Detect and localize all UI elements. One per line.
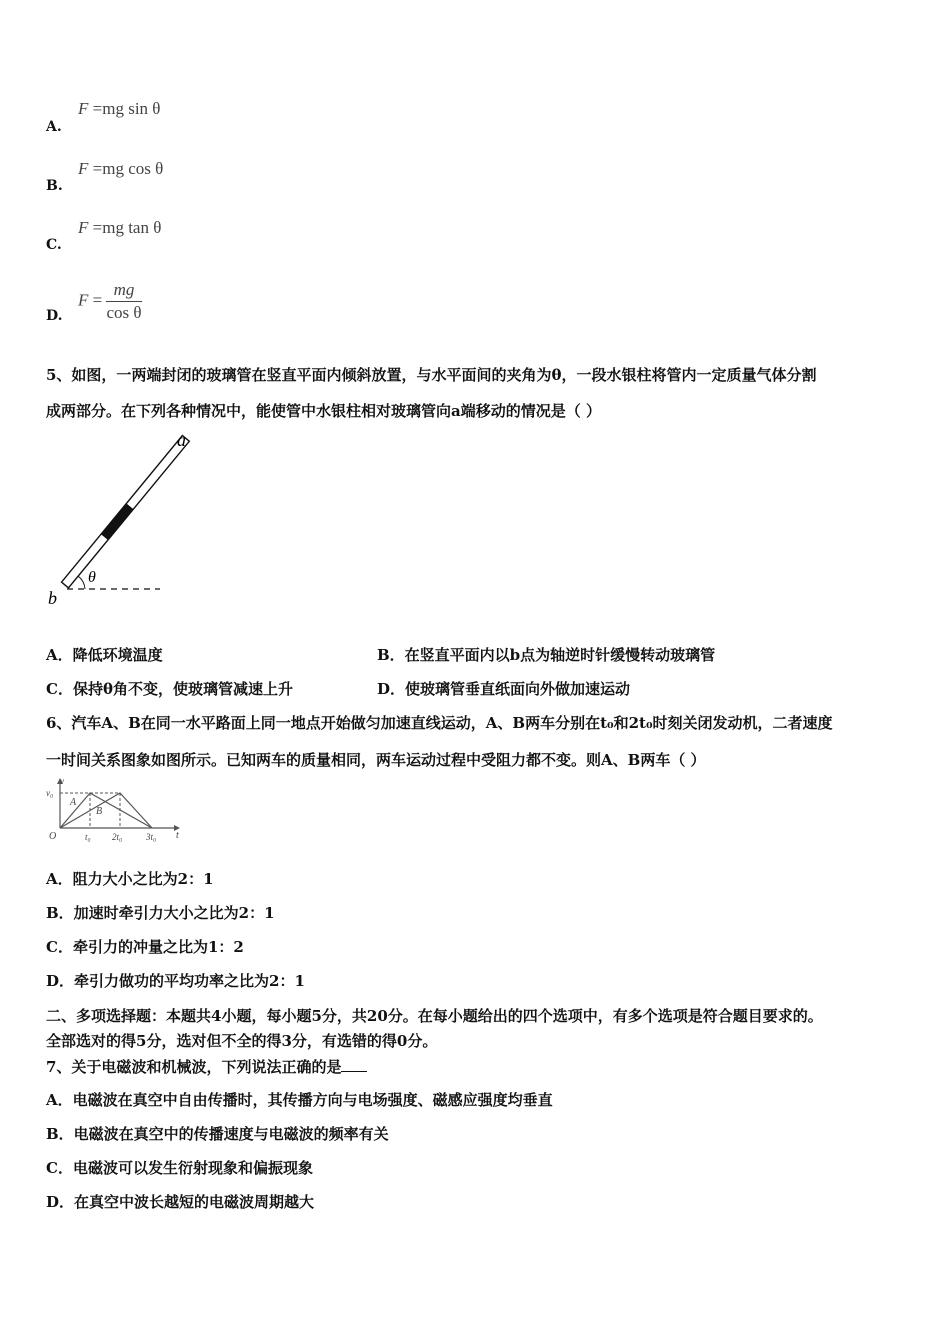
option-label: C. [46,237,62,253]
q7-option-d: D．在真空中波长越短的电磁波周期越大 [46,1193,315,1211]
origin-label: O [49,831,57,842]
x-axis-label: t [176,830,179,841]
answer-blank [341,1057,367,1072]
q7-option-b: B．电磁波在真空中的传播速度与电磁波的频率有关 [46,1125,389,1143]
q5-option-c: C．保持θ角不变，使玻璃管减速上升 [46,680,293,698]
q4-option-a [46,116,62,135]
v0-tick-label: v₀ [46,788,54,798]
q4-option-d [46,305,63,324]
angle-arc [78,576,85,589]
q5-tube-figure [40,430,210,610]
q7-option-a: A．电磁波在真空中自由传播时，其传播方向与电场强度、磁感应强度均垂直 [46,1091,553,1109]
q7-stem: 7、关于电磁波和机械波，下列说法正确的是 [46,1056,367,1077]
q4-option-b [46,175,63,194]
q5-option-a: A．降低环境温度 [46,646,163,664]
q6-vt-graph [44,776,184,844]
q6-option-a: A．阻力大小之比为2：1 [46,870,214,888]
q5-option-d: D．使玻璃管垂直纸面向外做加速运动 [377,680,631,698]
2t0-tick-label: 2t₀ [112,832,123,842]
q5-option-b: B．在竖直平面内以b点为轴逆时针缓慢转动玻璃管 [377,646,716,664]
q6-stem-line1: 6、汽车A、B在同一水平路面上同一地点开始做匀加速直线运动，A、B两车分别在t₀和2t₀时刻关闭发动机，二者速度 [46,714,833,732]
3t0-tick-label: 3t₀ [146,832,157,842]
series-a-label: A [70,797,77,808]
theta-label: θ [88,569,96,586]
q5-stem-line1: 5、如图，一两端封闭的玻璃管在竖直平面内倾斜放置，与水平面间的夹角为θ，一段水银柱将管内一定质量气体分割 [46,366,817,384]
q4-formula-d: F = $\frac{mg}{\text{cos θ}}$ [78,280,142,322]
q7-option-c: C．电磁波可以发生衍射现象和偏振现象 [46,1159,313,1177]
option-label: D. [46,308,63,324]
q6-option-d: D．牵引力做功的平均功率之比为2：1 [46,972,305,990]
mercury-column [101,503,133,540]
q6-stem-line2: 一时间关系图象如图所示。已知两车的质量相同，两车运动过程中受阻力都不变。则A、B两车（ ） [46,751,706,769]
end-b-label: b [48,588,57,608]
option-label: B. [46,178,63,194]
fraction: $\frac{mg}{\text{cos θ}}$ [106,280,142,322]
q6-option-c: C．牵引力的冲量之比为1：2 [46,938,244,956]
q4-formula-a: F =mg sin θ [78,99,161,118]
series-b-label: B [96,806,103,817]
q4-formula-c: F =mg tan θ [78,218,162,237]
section2-heading-line1: 二、多项选择题：本题共4小题，每小题5分，共20分。在每小题给出的四个选项中，有多个选项是符合题目要求的。 [46,1007,823,1025]
q4-formula-b: F =mg cos θ [78,159,164,178]
q4-option-c [46,234,62,253]
t0-tick-label: t₀ [85,832,91,842]
y-axis-label: v [60,776,64,786]
end-a-label: a [177,430,186,450]
q6-option-b: B．加速时牵引力大小之比为2：1 [46,904,275,922]
q5-stem-line2: 成两部分。在下列各种情况中，能使管中水银柱相对玻璃管向a端移动的情况是（ ） [46,402,601,420]
section2-heading-line2: 全部选对的得5分，选对但不全的得3分，有选错的得0分。 [46,1032,438,1050]
option-label: A. [46,119,62,135]
